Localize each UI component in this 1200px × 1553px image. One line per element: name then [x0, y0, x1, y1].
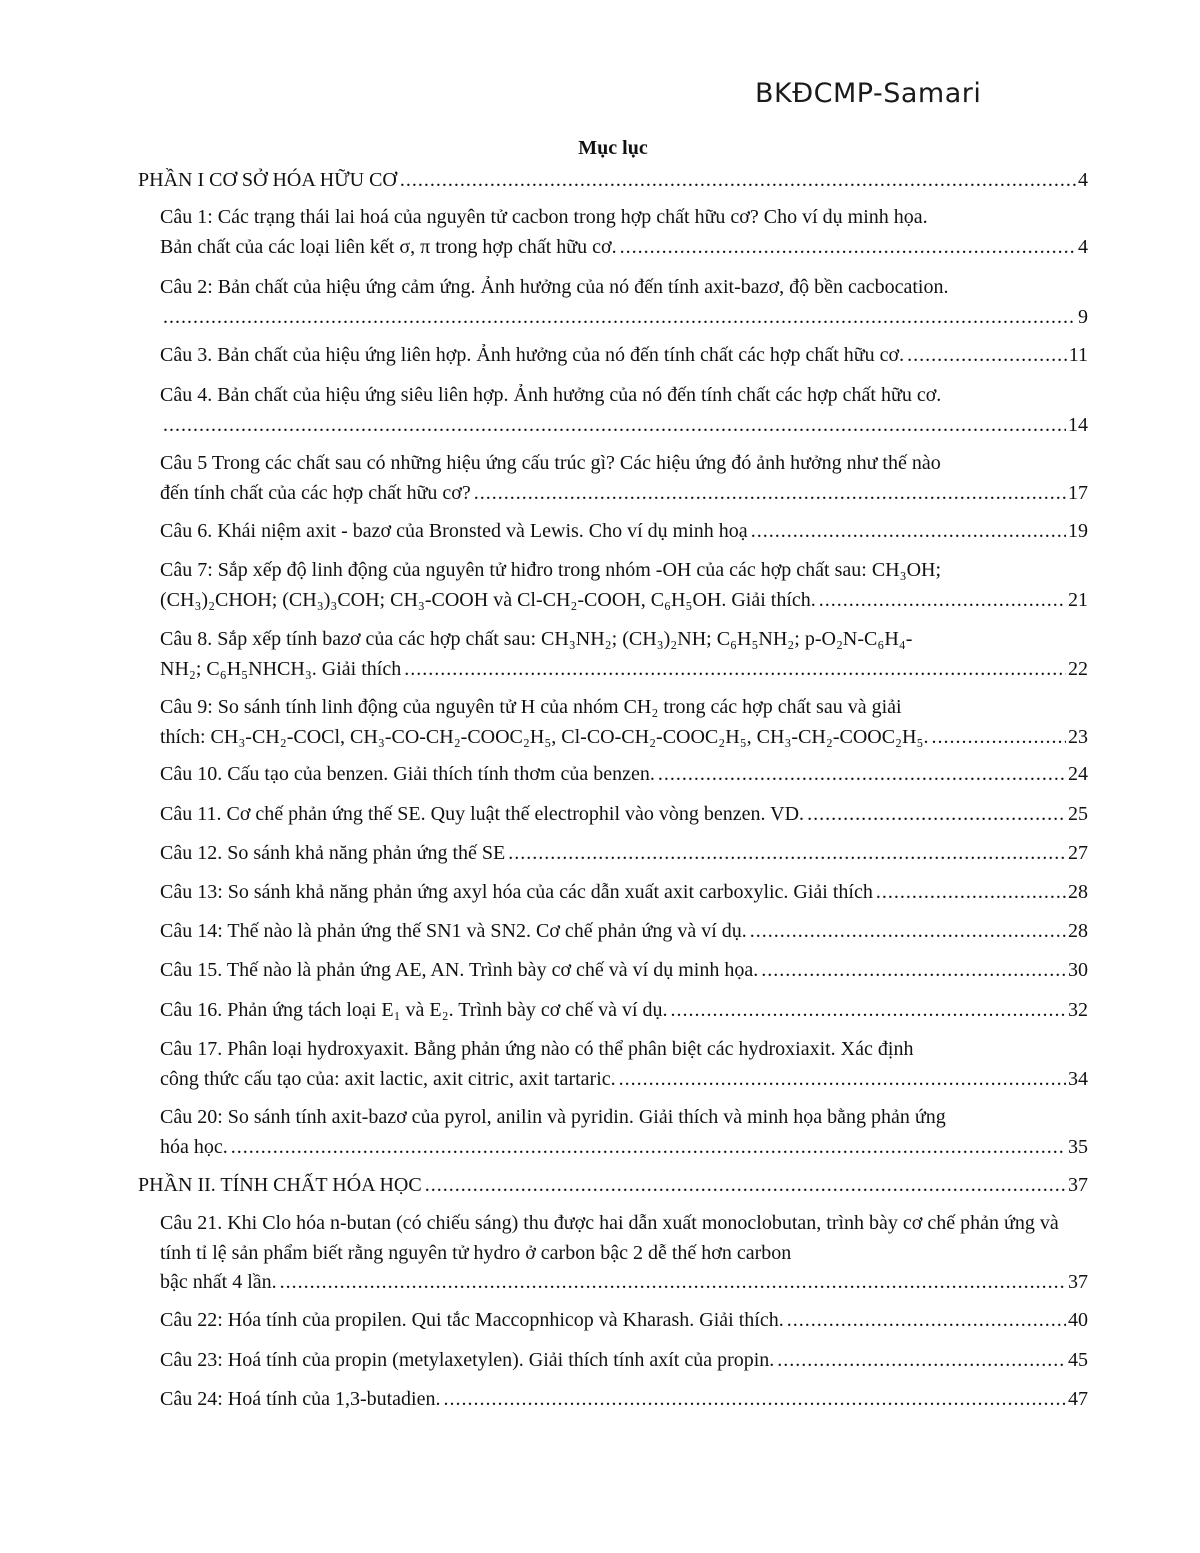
dot-leader: [751, 517, 1066, 547]
toc-question-entry[interactable]: [160, 800, 1088, 830]
toc-page-number: 4: [1078, 235, 1088, 258]
toc-entry-heading: Câu 21. Khi Clo hóa n-butan (có chiếu sáng) thu được hai dẫn xuất monoclobutan, trình bày cơ chế phản ứng và tính tỉ lệ sản phẩm biết rằng nguyên tử hydro ở carbon bậc 2 dễ thế hơn carbon: [160, 1212, 1059, 1264]
toc-page-number: 28: [1068, 881, 1088, 903]
toc-page-number: 35: [1068, 1135, 1088, 1158]
toc-title: Mục lục: [578, 137, 648, 159]
toc-entry-heading: Câu 8. Sắp xếp tính bazơ của các hợp chất sau: CH₃NH₂; (CH₃)₂NH; C₆H₅NH₂; p-O₂N-C₆H₄-: [160, 628, 913, 650]
toc-page-number: 17: [1068, 481, 1088, 504]
toc-question-entry[interactable]: [160, 449, 1088, 508]
toc-entry-text: Bản chất của các loại liên kết σ, π trong hợp chất hữu cơ.: [160, 235, 617, 258]
toc-entry-text: (CH₃)₂CHOH; (CH₃)₃COH; CH₃-COOH và Cl-CH₂-COOH, C₆H₅OH. Giải thích.: [160, 588, 816, 611]
dot-leader: [761, 956, 1066, 986]
dot-leader: [474, 479, 1066, 509]
toc-page-number: 28: [1068, 920, 1088, 942]
toc-question-entry[interactable]: [160, 341, 1088, 371]
toc-question-entry[interactable]: [160, 1385, 1088, 1415]
toc-entry-text: Câu 3. Bản chất của hiệu ứng liên hợp. Ảnh hưởng của nó đến tính chất các hợp chất hữu cơ.: [160, 344, 905, 366]
toc-page-number: 19: [1068, 520, 1088, 542]
toc-entry-heading: Câu 4. Bản chất của hiệu ứng siêu liên hợp. Ảnh hưởng của nó đến tính chất các hợp chất hữu cơ.: [160, 384, 942, 406]
dot-leader: [658, 760, 1066, 790]
dot-leader: [620, 233, 1076, 263]
dot-leader: [444, 1385, 1067, 1415]
dot-leader: [508, 839, 1066, 869]
dot-leader: [163, 303, 1076, 333]
toc-question-entry[interactable]: [160, 917, 1088, 947]
toc-page-number: 9: [1078, 305, 1088, 328]
toc-part-entry[interactable]: [138, 166, 1088, 196]
dot-leader: [163, 411, 1066, 441]
toc-question-entry[interactable]: [160, 273, 1088, 332]
toc-question-entry[interactable]: [160, 381, 1088, 440]
dot-leader: [400, 166, 1076, 196]
dot-leader: [425, 1171, 1066, 1201]
toc-entry-text: Câu 6. Khái niệm axit - bazơ của Bronsted và Lewis. Cho ví dụ minh hoạ: [160, 520, 748, 542]
toc-entry-heading: Câu 7: Sắp xếp độ linh động của nguyên tử hiđro trong nhóm -OH của các hợp chất sau: CH₃OH;: [160, 559, 942, 581]
dot-leader: [819, 586, 1066, 616]
toc-entry-text: PHẦN II. TÍNH CHẤT HÓA HỌC: [138, 1174, 422, 1196]
toc-page-number: 30: [1068, 959, 1088, 981]
toc-entry-text: PHẦN I CƠ SỞ HÓA HỮU CƠ: [138, 169, 397, 191]
toc-entry-text: Câu 11. Cơ chế phản ứng thế SE. Quy luật thế electrophil vào vòng benzen. VD.: [160, 803, 805, 825]
dot-leader: [671, 996, 1067, 1026]
toc-question-entry[interactable]: [160, 956, 1088, 986]
toc-entry-text: Câu 12. So sánh khả năng phản ứng thế SE: [160, 842, 506, 864]
toc-entry-text: đến tính chất của các hợp chất hữu cơ?: [160, 481, 471, 504]
dot-leader: [280, 1268, 1066, 1298]
toc-question-entry[interactable]: [160, 556, 1088, 615]
toc-entry-heading: Câu 17. Phân loại hydroxyaxit. Bằng phản ứng nào có thể phân biệt các hydroxiaxit. Xác định: [160, 1038, 914, 1060]
toc-page-number: 4: [1078, 169, 1088, 191]
toc-entry-text: Câu 10. Cấu tạo của benzen. Giải thích tính thơm của benzen.: [160, 763, 655, 785]
dot-leader: [750, 917, 1066, 947]
toc-entry-text: Câu 13: So sánh khả năng phản ứng axyl hóa của các dẫn xuất axit carboxylic. Giải thích: [160, 881, 873, 903]
toc-question-entry[interactable]: [160, 693, 1088, 752]
dot-leader: [931, 723, 1066, 753]
dot-leader: [619, 1065, 1066, 1095]
toc-question-entry[interactable]: [160, 996, 1088, 1026]
toc-entry-text: thích: CH₃-CH₂-COCl, CH₃-CO-CH₂-COOC₂H₅, Cl-CO-CH₂-COOC₂H₅, CH₃-CH₂-COOC₂H₅.: [160, 725, 929, 748]
toc-entry-text: Câu 23: Hoá tính của propin (metylaxetylen). Giải thích tính axít của propin.: [160, 1349, 775, 1371]
toc-question-entry[interactable]: [160, 878, 1088, 908]
dot-leader: [807, 800, 1066, 830]
toc-entry-heading: Câu 2: Bản chất của hiệu ứng cảm ứng. Ảnh hưởng của nó đến tính axit-bazơ, độ bền cacbocation.: [160, 276, 949, 298]
toc-page-number: 25: [1068, 803, 1088, 825]
toc-entry-heading: Câu 5 Trong các chất sau có những hiệu ứng cấu trúc gì? Các hiệu ứng đó ảnh hưởng như thế nào: [160, 452, 941, 474]
toc-question-entry[interactable]: [160, 517, 1088, 547]
toc-page-number: 37: [1068, 1271, 1088, 1293]
toc-page-number: 22: [1068, 657, 1088, 680]
toc-entry-text: Câu 14: Thế nào là phản ứng thế SN1 và SN2. Cơ chế phản ứng và ví dụ.: [160, 920, 747, 942]
toc-entry-heading: Câu 9: So sánh tính linh động của nguyên tử H của nhóm CH₂ trong các hợp chất sau và giải: [160, 696, 902, 718]
dot-leader: [231, 1133, 1066, 1163]
toc-question-entry[interactable]: [160, 1103, 1088, 1162]
dot-leader: [876, 878, 1066, 908]
toc-page-number: 11: [1068, 344, 1088, 366]
toc-page-number: 21: [1068, 588, 1088, 611]
toc-page-number: 34: [1068, 1067, 1088, 1090]
toc-question-entry[interactable]: [160, 1306, 1088, 1336]
toc-entry-heading: Câu 1: Các trạng thái lai hoá của nguyên tử cacbon trong hợp chất hữu cơ? Cho ví dụ minh họa.: [160, 206, 928, 228]
toc-entry-text: Câu 22: Hóa tính của propilen. Qui tắc Maccopnhicop và Kharash. Giải thích.: [160, 1309, 784, 1331]
toc-entry-text: Câu 15. Thế nào là phản ứng AE, AN. Trình bày cơ chế và ví dụ minh họa.: [160, 959, 759, 981]
toc-page-number: 32: [1068, 999, 1088, 1021]
header-mark: BKĐCMP-Samari: [755, 78, 982, 109]
toc-entry-text: bậc nhất 4 lần.: [160, 1271, 277, 1293]
toc-question-entry[interactable]: [160, 839, 1088, 869]
toc-entry-text: Câu 16. Phản ứng tách loại E₁ và E₂. Trình bày cơ chế và ví dụ.: [160, 999, 668, 1021]
toc-page-number: 40: [1068, 1309, 1088, 1331]
toc-question-entry[interactable]: [160, 1209, 1088, 1298]
dot-leader: [907, 341, 1067, 371]
toc-question-entry[interactable]: [160, 760, 1088, 790]
toc-entry-text: hóa học.: [160, 1135, 228, 1158]
toc-page-number: 27: [1068, 842, 1088, 864]
toc-question-entry[interactable]: [160, 625, 1088, 684]
toc-part-entry[interactable]: [138, 1171, 1088, 1201]
toc-page-number: 45: [1068, 1349, 1088, 1371]
toc-question-entry[interactable]: [160, 1035, 1088, 1094]
toc-entry-text: NH₂; C₆H₅NHCH₃. Giải thích: [160, 657, 402, 680]
toc-page-number: 14: [1068, 413, 1088, 436]
toc-page-number: 47: [1068, 1388, 1088, 1410]
dot-leader: [787, 1306, 1066, 1336]
toc-page-number: 23: [1068, 725, 1088, 748]
toc-question-entry[interactable]: [160, 1346, 1088, 1376]
toc-entry-text: công thức cấu tạo của: axit lactic, axit citric, axit tartaric.: [160, 1067, 616, 1090]
toc-page-number: 37: [1068, 1174, 1088, 1196]
toc-entry-text: Câu 24: Hoá tính của 1,3-butadien.: [160, 1388, 441, 1410]
dot-leader: [777, 1346, 1066, 1376]
toc-page-number: 24: [1068, 763, 1088, 785]
toc-entry-heading: Câu 20: So sánh tính axit-bazơ của pyrol, anilin và pyridin. Giải thích và minh họa bằng phản ứng: [160, 1106, 946, 1128]
toc-question-entry[interactable]: [160, 203, 1088, 262]
dot-leader: [404, 655, 1066, 685]
